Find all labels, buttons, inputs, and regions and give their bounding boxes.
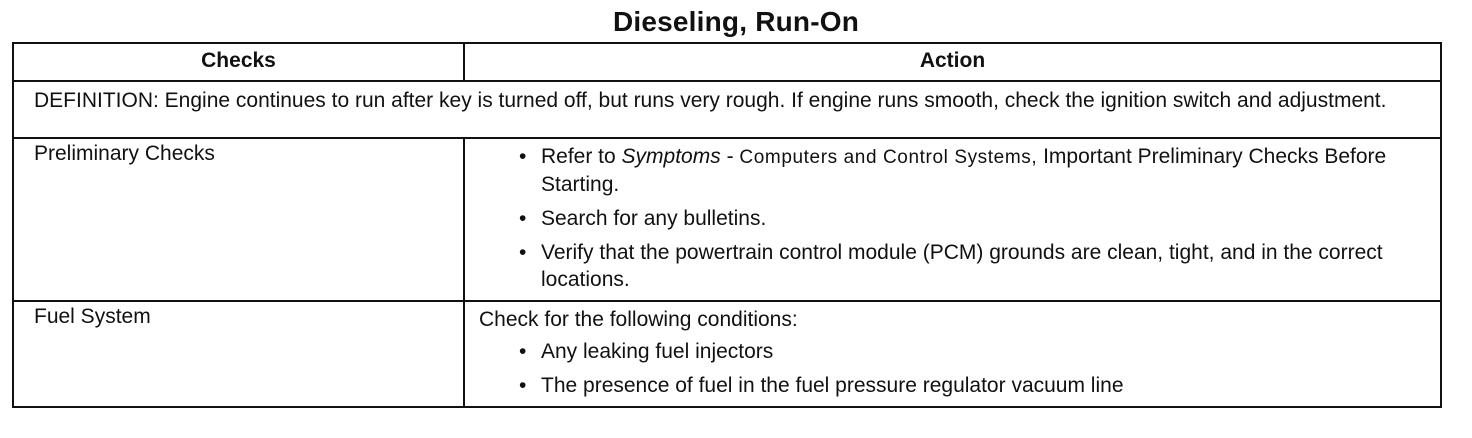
column-header-action: Action	[464, 43, 1441, 81]
bullet-text-small: Computers and Control Systems,	[739, 147, 1038, 168]
list-item	[519, 239, 1440, 293]
bullet-icon: •	[519, 241, 527, 264]
bullet-text-italic: Symptoms	[621, 145, 721, 168]
table-header-row	[13, 43, 1441, 81]
bullet-icon: •	[519, 340, 527, 363]
check-label-fuel-system: Fuel System	[34, 305, 151, 328]
definition-text: DEFINITION: Engine continues to run after key is turned off, but runs very rough. If engine runs smooth, check the ignition switch and adjustment.	[13, 81, 1441, 138]
list-item	[519, 372, 1440, 399]
bullet-text-prefix: Refer to	[541, 145, 622, 168]
action-bullet-list	[479, 143, 1440, 293]
bullet-text: Any leaking fuel injectors	[541, 340, 774, 363]
action-cell	[464, 138, 1441, 301]
table-row	[13, 301, 1441, 407]
page-title: Dieseling, Run-On	[612, 6, 860, 37]
action-cell	[464, 301, 1441, 407]
diagnostic-table	[12, 42, 1442, 408]
column-header-checks: Checks	[13, 43, 464, 81]
bullet-text: The presence of fuel in the fuel pressure regulator vacuum line	[541, 374, 1124, 397]
list-item	[519, 205, 1440, 232]
definition-row	[13, 81, 1441, 138]
bullet-text-mid: -	[720, 145, 740, 168]
list-item	[519, 143, 1440, 198]
bullet-text: Verify that the powertrain control module (PCM) grounds are clean, tight, and in the correct locations.	[541, 241, 1383, 291]
list-item	[519, 338, 1440, 365]
bullet-text: Search for any bulletins.	[541, 207, 767, 230]
check-cell	[13, 138, 464, 301]
bullet-icon: •	[519, 145, 527, 168]
bullet-text-suffix: Important Preliminary Checks Before Starting.	[541, 145, 1387, 196]
check-label-preliminary: Preliminary Checks	[34, 142, 215, 165]
action-bullet-list	[479, 338, 1440, 399]
bullet-icon: •	[519, 207, 527, 230]
table-row	[13, 138, 1441, 301]
action-intro-text: Check for the following conditions:	[479, 308, 798, 331]
check-cell	[13, 301, 464, 407]
bullet-icon: •	[519, 374, 527, 397]
